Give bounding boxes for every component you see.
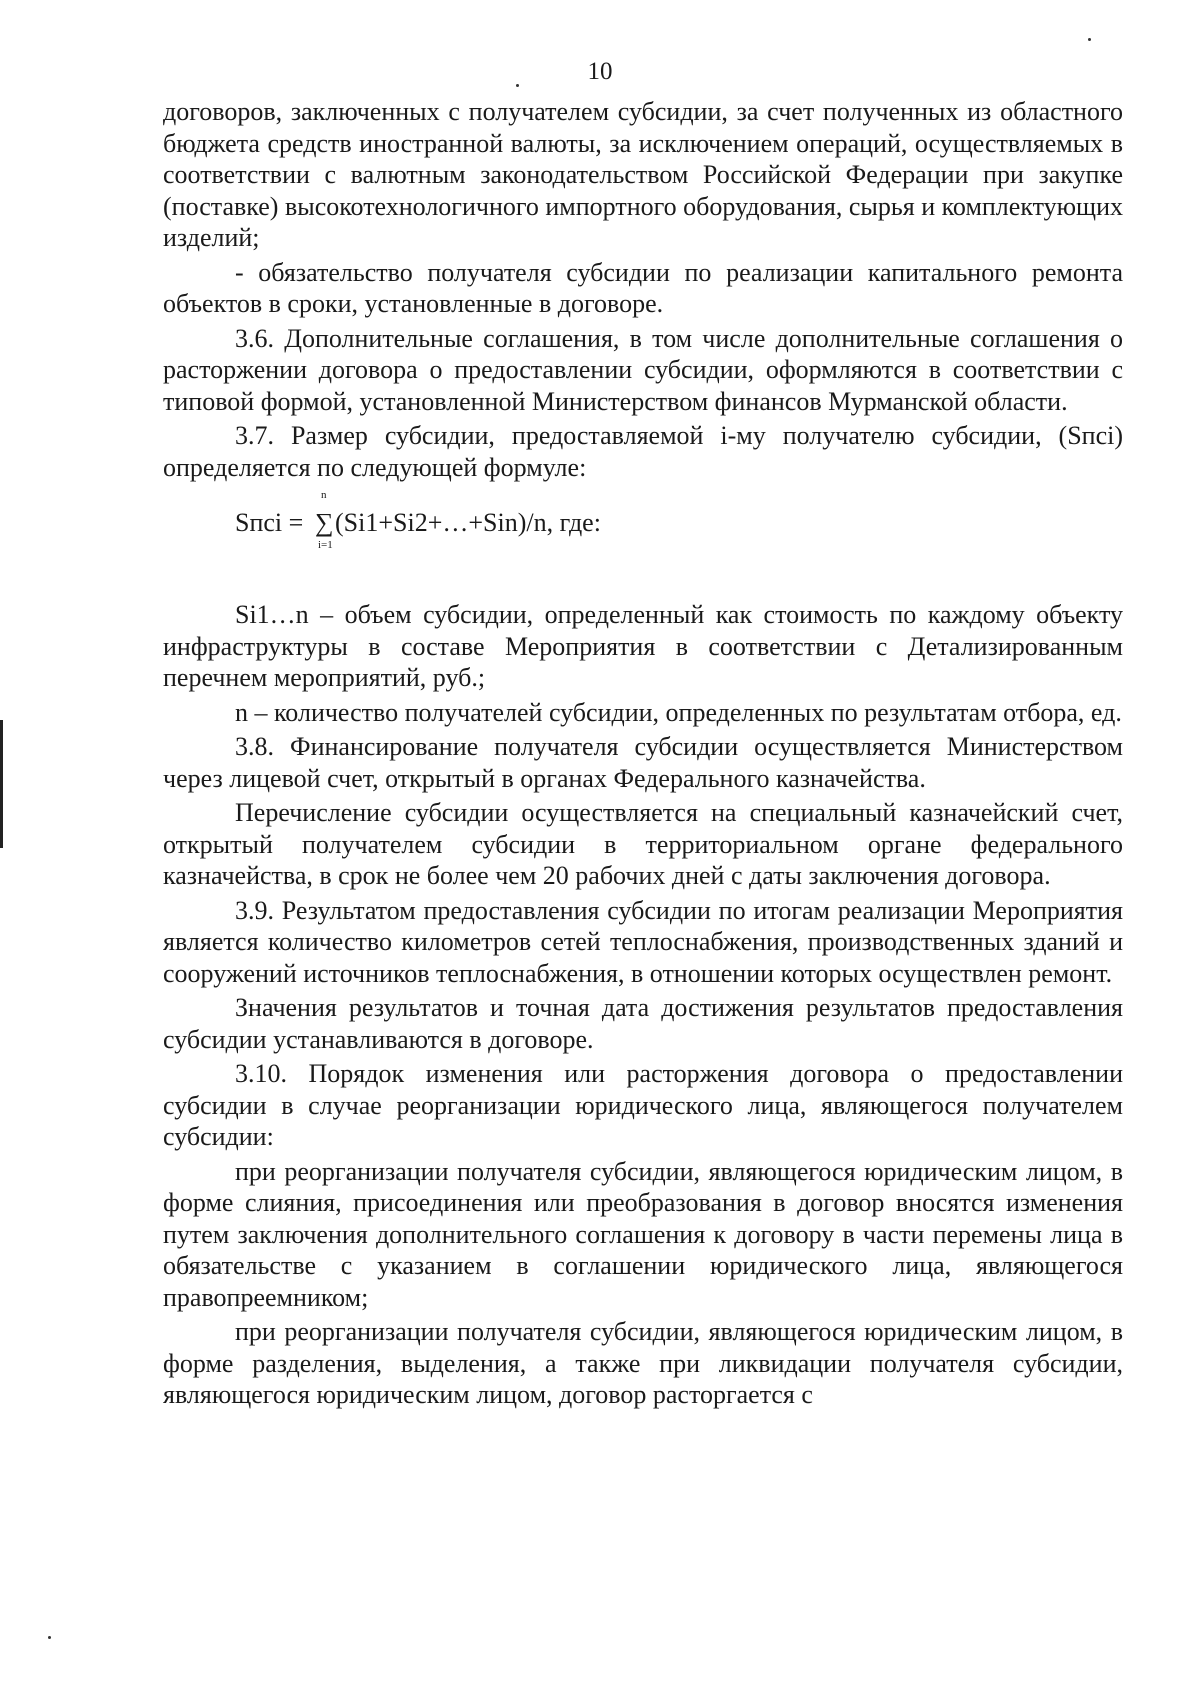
sum-sign: ∑	[315, 508, 334, 537]
paragraph: Значения результатов и точная дата достижения результатов предоставления субсидии устанавливаются в договоре.	[163, 993, 1123, 1054]
scan-speck	[516, 84, 519, 87]
sum-upper-limit: n	[321, 489, 327, 501]
paragraph: при реорганизации получателя субсидии, являющегося юридическим лицом, в форме слияния, присоединения или преобразования в договор вносятся изменения путем заключения дополнительного соглашения к договору в части перемены лица в обязательстве с указанием в соглашении юридического лица, являющегося правопреемником;	[163, 1156, 1123, 1312]
formula-rhs: (Si1+Si2+…+Sin)/n, где:	[335, 508, 601, 537]
paragraph: - обязательство получателя субсидии по реализации капитального ремонта объектов в сроки, установленные в договоре.	[163, 257, 1123, 318]
sum-lower-limit: i=1	[318, 539, 333, 551]
paragraph-si-definition: Si1…n – объем субсидии, определенный как стоимость по каждому объекту инфраструктуры в составе Мероприятия в соответствии с Детализированным перечнем мероприятий, руб.;	[163, 600, 1123, 692]
paragraph: договоров, заключенных с получателем субсидии, за счет полученных из областного бюджета средств иностранной валюты, за исключением операций, осуществляемых в соответствии с валютным законодательством Российской Федерации при закупке (поставке) высокотехнологичного импортного оборудования, сырья и комплектующих изделий;	[163, 97, 1123, 252]
paragraph-n-definition: n – количество получателей субсидии, определенных по результатам отбора, ед.	[235, 697, 1122, 727]
page-number: 10	[587, 58, 613, 85]
paragraph: при реорганизации получателя субсидии, являющегося юридическим лицом, в форме разделения, выделения, а также при ликвидации получателя субсидии, являющегося юридическим лицом, договор расторгается с	[163, 1317, 1123, 1409]
formula-lhs: Sпсi =	[235, 508, 304, 537]
paragraph-3-9: 3.9. Результатом предоставления субсидии по итогам реализации Мероприятия является количество километров сетей теплоснабжения, производственных зданий и сооружений источников теплоснабжения, в отношении которых осуществлен ремонт.	[163, 895, 1123, 988]
subsidy-formula	[163, 489, 1123, 555]
document-body	[163, 96, 1123, 1414]
paragraph: Перечисление субсидии осуществляется на специальный казначейский счет, открытый получателем субсидии в территориальном органе федерального казначейства, в срок не более чем 20 рабочих дней с даты заключения договора.	[163, 798, 1123, 890]
paragraph-3-7: 3.7. Размер субсидии, предоставляемой i-му получателю субсидии, (Sпсi) определяется по следующей формуле:	[163, 421, 1123, 482]
scan-margin-mark	[0, 720, 3, 848]
paragraph-3-10: 3.10. Порядок изменения или расторжения договора о предоставлении субсидии в случае реорганизации юридического лица, являющегося получателем субсидии:	[163, 1059, 1123, 1151]
scan-speck	[48, 1636, 51, 1639]
paragraph-3-6: 3.6. Дополнительные соглашения, в том числе дополнительные соглашения о расторжении договора о предоставлении субсидии, оформляются в соответствии с типовой формой, установленной Министерством финансов Мурманской области.	[163, 323, 1123, 416]
scan-speck	[1088, 38, 1091, 41]
paragraph-3-8: 3.8. Финансирование получателя субсидии осуществляется Министерством через лицевой счет, открытый в органах Федерального казначейства.	[163, 732, 1123, 793]
